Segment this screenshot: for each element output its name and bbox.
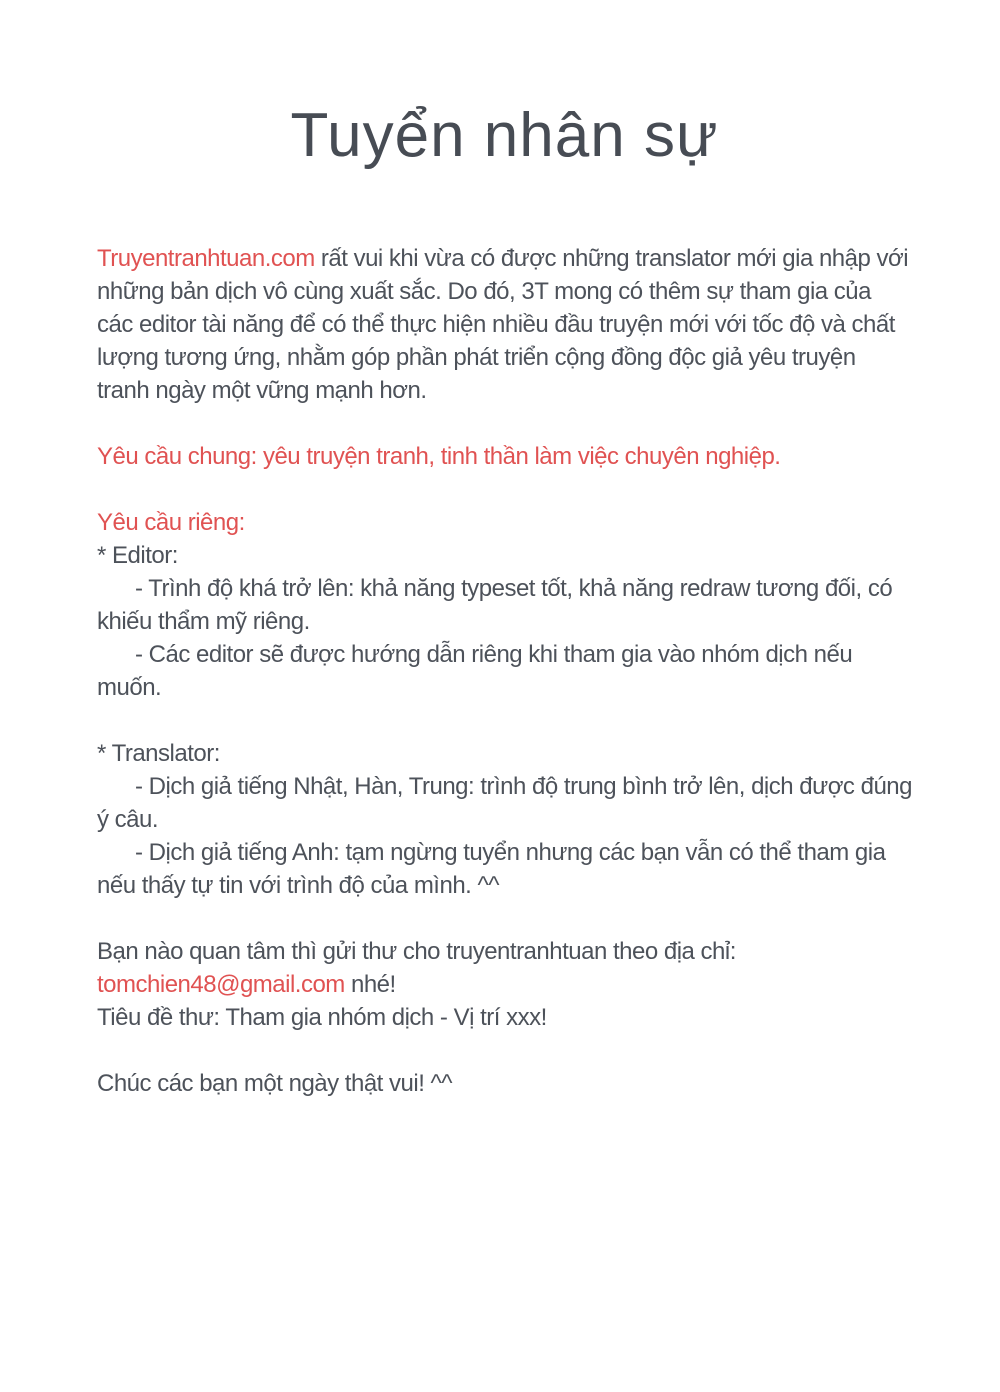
- editor-section-heading: * Editor:: [97, 542, 178, 569]
- recruitment-notice-page: [0, 92, 1000, 1392]
- contact-block: [97, 935, 912, 1034]
- contact-intro-line: Bạn nào quan tâm thì gửi thư cho truyentranhtuan theo địa chỉ:: [97, 938, 736, 965]
- general-requirement-line: Yêu cầu chung: yêu truyện tranh, tinh thần làm việc chuyên nghiệp.: [97, 443, 781, 470]
- translator-section-block: [97, 737, 912, 902]
- intro-paragraph: [97, 242, 912, 407]
- document-body: [97, 242, 912, 1100]
- page-title: Tuyển nhân sự: [290, 101, 719, 170]
- closing-line: Chúc các bạn một ngày thật vui! ^^: [97, 1070, 453, 1097]
- translator-requirement-item: - Dịch giả tiếng Nhật, Hàn, Trung: trình độ trung bình trở lên, dịch được đúng ý câu.: [97, 773, 912, 833]
- intro-text: rất vui khi vừa có được những translator mới gia nhập với những bản dịch vô cùng xuất sắc. Do đó, 3T mong có thêm sự tham gia của các editor tài năng để có thể thực hiện nhiều đầu truyện mới với tốc độ và chất lượng tương ứng, nhằm góp phần phát triển cộng đồng độc giả yêu truyện tranh ngày một vững mạnh hơn.: [97, 245, 909, 404]
- editor-requirement-item: - Các editor sẽ được hướng dẫn riêng khi tham gia vào nhóm dịch nếu muốn.: [97, 641, 853, 701]
- email-link[interactable]: tomchien48@gmail.com: [97, 971, 345, 998]
- translator-requirement-item: - Dịch giả tiếng Anh: tạm ngừng tuyển nhưng các bạn vẫn có thể tham gia nếu thấy tự tin với trình độ của mình. ^^: [97, 839, 886, 899]
- contact-email-line: [97, 968, 912, 1001]
- editor-requirement-item: - Trình độ khá trở lên: khả năng typeset tốt, khả năng redraw tương đối, có khiếu thẩm mỹ riêng.: [97, 575, 893, 635]
- mail-subject-line: Tiêu đề thư: Tham gia nhóm dịch - Vị trí xxx!: [97, 1004, 547, 1031]
- site-link[interactable]: Truyentranhtuan.com: [97, 245, 315, 272]
- specific-requirements-block: [97, 506, 912, 704]
- email-suffix: nhé!: [344, 971, 396, 998]
- specific-requirement-heading: Yêu cầu riêng:: [97, 509, 245, 536]
- translator-section-heading: * Translator:: [97, 740, 220, 767]
